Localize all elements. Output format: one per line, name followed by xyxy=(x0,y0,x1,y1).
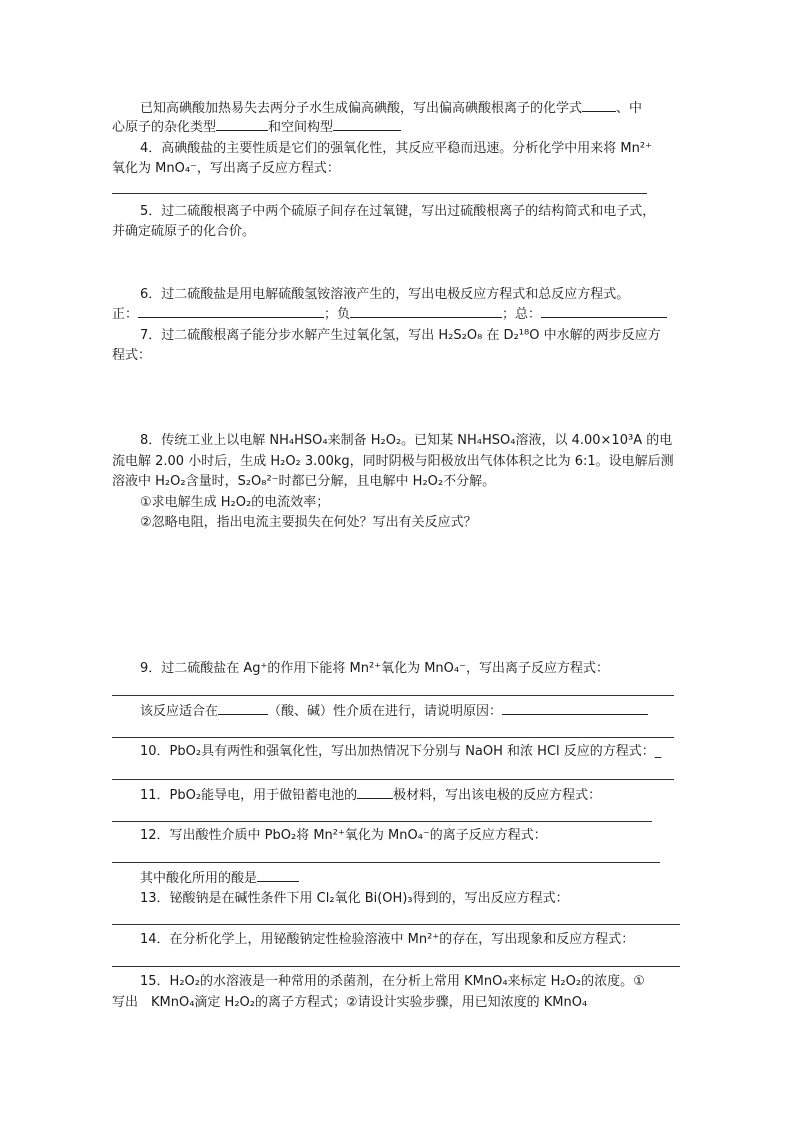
q9-blank-reason[interactable] xyxy=(502,702,648,715)
q11-text-a: 11．PbO₂能导电，用于做铅蓄电池的 xyxy=(140,788,358,803)
q9-text2a: 该反应适合在 xyxy=(140,704,219,719)
q6-line2 xyxy=(112,305,667,323)
q13-line1: 13．铋酸钠是在碱性条件下用 Cl₂氧化 Bi(OH)₃得到的，写出反应方程式： xyxy=(140,891,569,906)
q12-line2 xyxy=(140,869,299,887)
q3-text1: 已知高碘酸加热易失去两分子水生成偏高碘酸，写出偏高碘酸根离子的化学式 xyxy=(140,101,583,116)
q6-blank-negative[interactable] xyxy=(350,305,502,318)
q6-pos-label: 正： xyxy=(112,307,139,322)
q13-answer-line[interactable] xyxy=(112,924,680,925)
q9-line1: 9．过二硫酸盐在 Ag⁺的作用下能将 Mn²⁺氧化为 MnO₄⁻，写出离子反应方程式： xyxy=(140,661,609,676)
q6-line1: 6．过二硫酸盐是用电解硫酸氢铵溶液产生的，写出电极反应方程式和总反应方程式。 xyxy=(140,287,630,302)
q11-text-b: 极材料，写出该电极的反应方程式： xyxy=(393,788,602,803)
q15-line1: 15．H₂O₂的水溶液是一种常用的杀菌剂，在分析上常用 KMnO₄来标定 H₂O₂的浓度。① xyxy=(140,974,645,989)
q8-line2: 流电解 2.00 小时后，生成 H₂O₂ 3.00kg，同时阴极与阳极放出气体体积之比为 6:1。设电解后测 xyxy=(112,454,674,469)
q10-answer-line[interactable] xyxy=(112,779,674,780)
q9-text2b: （酸、碱）性介质在进行，请说明原因： xyxy=(268,704,503,719)
q8-sub1: ①求电解生成 H₂O₂的电流效率； xyxy=(140,495,330,510)
q9-reason-line[interactable] xyxy=(112,737,674,738)
q4-line2: 氧化为 MnO₄⁻，写出离子反应方程式： xyxy=(112,161,340,176)
q3-text1-end: 、中 xyxy=(616,101,643,116)
q3-text2b: 和空间构型 xyxy=(268,120,334,135)
q6-neg-label: ；负 xyxy=(324,307,351,322)
q3-blank-formula[interactable] xyxy=(582,99,616,112)
q9-answer-line[interactable] xyxy=(112,695,674,696)
q11-blank-electrode[interactable] xyxy=(357,786,393,799)
q3-text2a: 心原子的杂化类型 xyxy=(112,120,217,135)
q10-line1: 10．PbO₂具有两性和强氧化性，写出加热情况下分别与 NaOH 和浓 HCl 反应的方程式：_ xyxy=(140,744,662,759)
q11-answer-line[interactable] xyxy=(112,821,652,822)
q4-answer-line[interactable] xyxy=(112,193,647,194)
q8-line3: 溶液中 H₂O₂含量时，S₂O₈²⁻时都已分解，且电解中 H₂O₂不分解。 xyxy=(112,474,496,489)
q11-line1 xyxy=(140,786,601,804)
q12-text2: 其中酸化所用的酸是 xyxy=(140,871,258,886)
q6-blank-total[interactable] xyxy=(541,305,667,318)
q6-total-label: ；总： xyxy=(502,307,542,322)
q9-blank-medium[interactable] xyxy=(218,702,268,715)
q14-line1: 14．在分析化学上，用铋酸钠定性检验溶液中 Mn²⁺的存在，写出现象和反应方程式： xyxy=(140,932,635,947)
q3-blank-hybrid[interactable] xyxy=(216,118,268,131)
q12-line1: 12．写出酸性介质中 PbO₂将 Mn²⁺氧化为 MnO₄⁻的离子反应方程式： xyxy=(140,828,547,843)
q3-blank-shape[interactable] xyxy=(333,118,401,131)
q7-line1: 7．过二硫酸根离子能分步水解产生过氧化氢，写出 H₂S₂O₈ 在 D₂¹⁸O 中水解的两步反应方 xyxy=(140,328,661,343)
q4-line1: 4．高碘酸盐的主要性质是它们的强氧化性，其反应平稳而迅速。分析化学中用来将 Mn²⁺ xyxy=(140,141,652,156)
q5-line2: 并确定硫原子的化合价。 xyxy=(112,224,256,239)
q15-line2: 写出 KMnO₄滴定 H₂O₂的离子方程式；②请设计实验步骤，用已知浓度的 KMnO₄ xyxy=(112,995,588,1010)
q8-sub2: ②忽略电阻，指出电流主要损失在何处？写出有关反应式？ xyxy=(140,515,477,530)
q14-answer-line[interactable] xyxy=(112,966,680,967)
q12-answer-line[interactable] xyxy=(112,862,660,863)
q3-line1 xyxy=(140,99,642,117)
q9-line2 xyxy=(140,702,648,720)
q12-blank-acid[interactable] xyxy=(257,869,299,882)
q3-line2 xyxy=(112,118,401,136)
q5-line1: 5．过二硫酸根离子中两个硫原子间存在过氧键，写出过硫酸根离子的结构简式和电子式， xyxy=(140,204,656,219)
q8-line1: 8．传统工业上以电解 NH₄HSO₄来制备 H₂O₂。已知某 NH₄HSO₄溶液，以 4.00×10³A 的电 xyxy=(140,433,673,448)
q7-line2: 程式： xyxy=(112,348,152,363)
q6-blank-positive[interactable] xyxy=(138,305,324,318)
